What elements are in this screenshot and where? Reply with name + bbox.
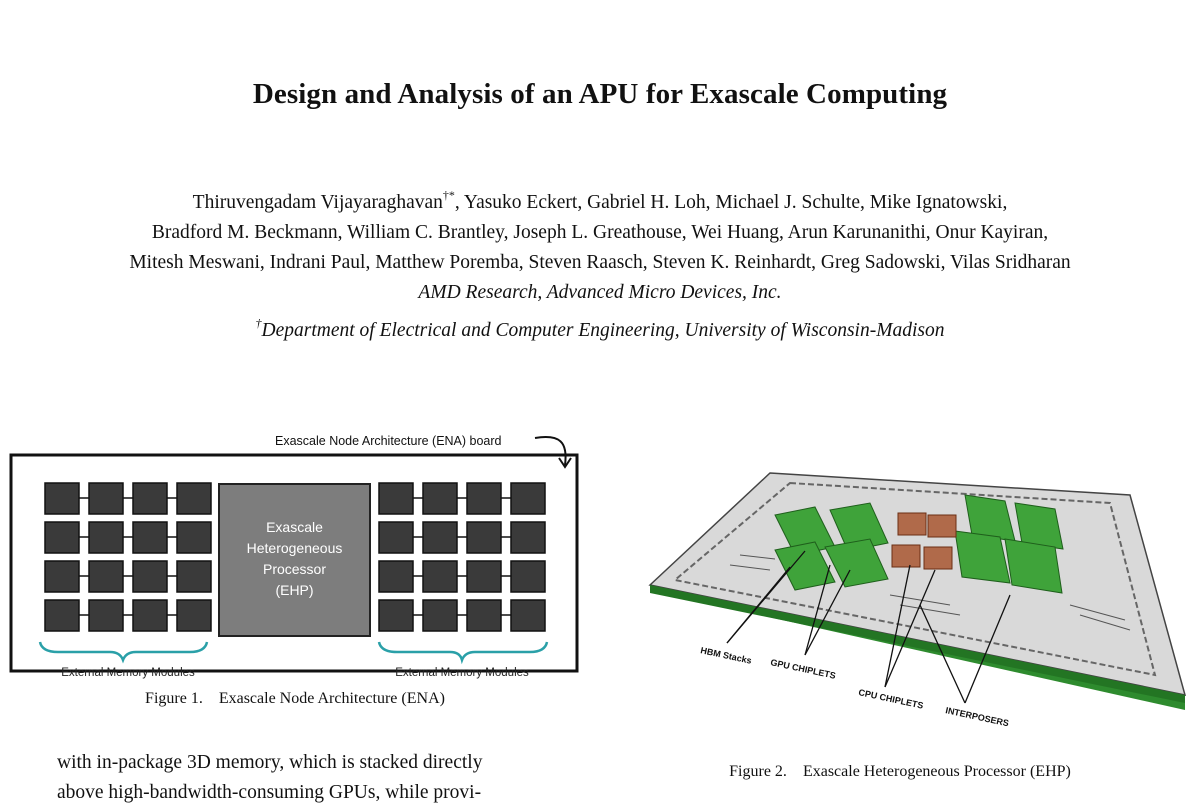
memory-module — [379, 522, 413, 553]
memory-module — [511, 522, 545, 553]
label-hbm-stacks: HBM Stacks — [699, 645, 753, 666]
memory-module — [177, 522, 211, 553]
bracket-left — [40, 642, 207, 660]
memory-module — [45, 522, 79, 553]
memory-module — [467, 600, 501, 631]
memory-module — [423, 600, 457, 631]
figure-1 — [0, 420, 600, 690]
author-block — [0, 180, 1200, 346]
ehp-label-4: (EHP) — [275, 582, 314, 598]
package-board — [650, 473, 1185, 695]
memory-module — [423, 483, 457, 514]
label-cpu-chiplets: CPU CHIPLETS — [857, 687, 925, 711]
memory-module — [89, 483, 123, 514]
memory-module — [511, 600, 545, 631]
label-interposers: INTERPOSERS — [944, 705, 1010, 729]
memory-modules-left — [45, 483, 211, 631]
memory-label-right: External Memory Modules — [395, 667, 529, 679]
memory-module — [45, 600, 79, 631]
memory-module — [511, 483, 545, 514]
figure-2 — [630, 455, 1200, 735]
memory-modules-right — [379, 483, 545, 631]
memory-module — [511, 561, 545, 592]
memory-module — [133, 483, 167, 514]
ehp-label-2: Heterogeneous — [246, 540, 343, 556]
ehp-block — [219, 484, 370, 636]
memory-module — [177, 483, 211, 514]
memory-module — [467, 522, 501, 553]
memory-module — [133, 561, 167, 592]
board-label: Exascale Node Architecture (ENA) board — [275, 434, 502, 448]
body-line-1: with in-package 3D memory, which is stacked directly — [57, 752, 483, 773]
author-line-1: Thiruvengadam Vijayaraghavan†*, Yasuko Eckert, Gabriel H. Loh, Michael J. Schulte, Mike Ignatowski, — [192, 188, 1008, 213]
memory-module — [467, 483, 501, 514]
memory-module — [379, 561, 413, 592]
paper-title: Design and Analysis of an APU for Exascale Computing — [252, 78, 948, 110]
ehp-label-1: Exascale — [266, 519, 323, 535]
label-gpu-chiplets: GPU CHIPLETS — [769, 657, 837, 681]
memory-module — [177, 600, 211, 631]
memory-module — [379, 600, 413, 631]
memory-module — [89, 522, 123, 553]
author-line-2: Bradford M. Beckmann, William C. Brantley, Joseph L. Greathouse, Wei Huang, Arun Karunanithi, Onur Kayiran, — [151, 222, 1049, 243]
memory-module — [177, 561, 211, 592]
memory-module — [133, 600, 167, 631]
memory-module — [423, 561, 457, 592]
bracket-right — [379, 642, 547, 660]
memory-label-left: External Memory Modules — [61, 667, 195, 679]
body-paragraph — [57, 748, 582, 808]
memory-module — [45, 483, 79, 514]
memory-module — [89, 600, 123, 631]
figure-1-caption: Figure 1. Exascale Node Architecture (ENA) — [145, 690, 445, 707]
memory-module — [423, 522, 457, 553]
affiliation-amd: AMD Research, Advanced Micro Devices, Inc. — [418, 282, 782, 303]
body-line-2: above high-bandwidth-consuming GPUs, while provi- — [57, 782, 482, 803]
memory-module — [133, 522, 167, 553]
memory-module — [89, 561, 123, 592]
author-line-3: Mitesh Meswani, Indrani Paul, Matthew Poremba, Steven Raasch, Steven K. Reinhardt, Greg Sadowski, Vilas Sridharan — [129, 252, 1071, 273]
figure-2-caption: Figure 2. Exascale Heterogeneous Processor (EHP) — [729, 763, 1071, 780]
affiliation-uw: †Department of Electrical and Computer Engineering, University of Wisconsin-Madison — [255, 316, 945, 341]
memory-module — [45, 561, 79, 592]
ehp-label-3: Processor — [262, 561, 327, 577]
memory-module — [467, 561, 501, 592]
memory-module — [379, 483, 413, 514]
